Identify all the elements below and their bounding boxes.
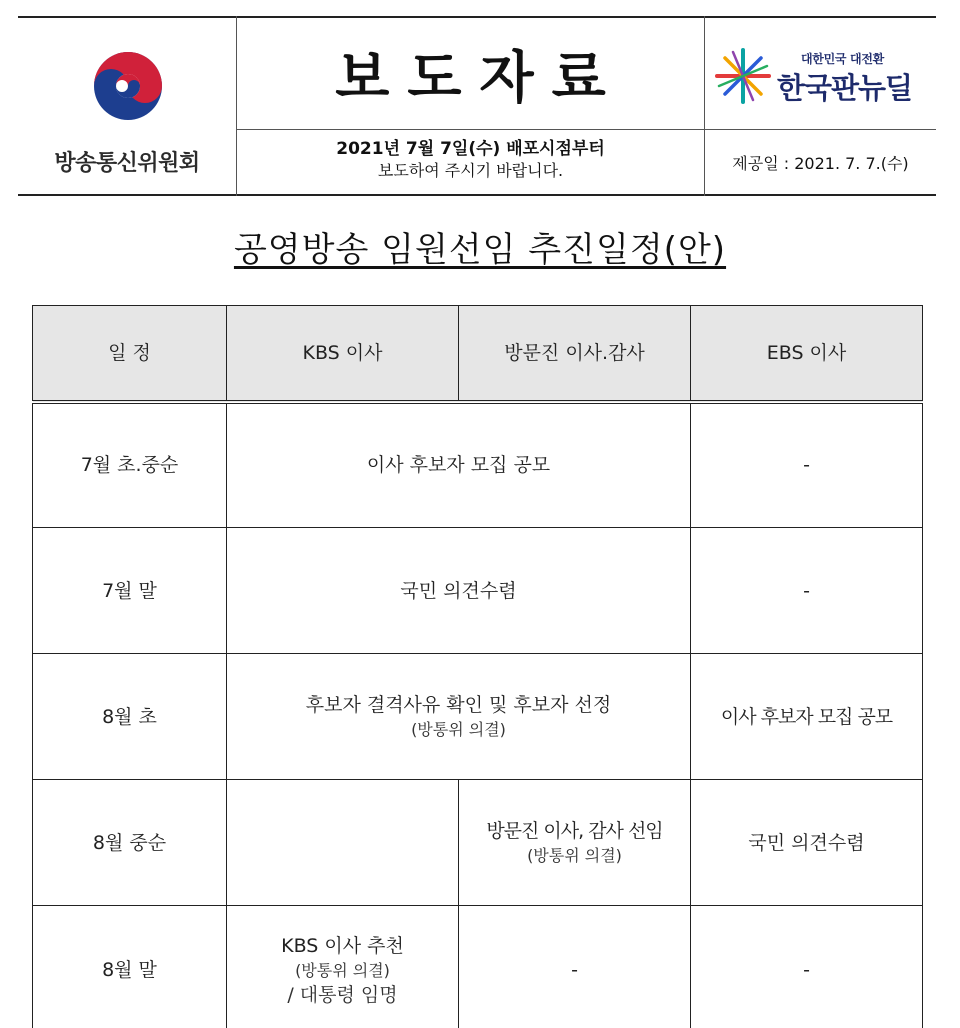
cell-schedule: 8월 초: [33, 654, 227, 780]
cell-sub-text-2: / 대통령 임명: [287, 983, 398, 1006]
cell-ebs: -: [691, 906, 923, 1028]
cell-sub-text: (방통위 의결): [295, 960, 390, 980]
provide-date: 제공일 : 2021. 7. 7.(수): [732, 153, 909, 173]
cell-sub-text: (방통위 의결): [527, 845, 622, 865]
header-mbc: 방문진 이사.감사: [459, 306, 691, 402]
cell-kbs: [227, 906, 459, 1028]
cell-ebs: 국민 의견수렴: [691, 780, 923, 906]
doc-type-cell: [237, 18, 704, 129]
embargo-line-2: 보도하여 주시기 바랍니다.: [377, 161, 564, 180]
starburst-logo-icon: [713, 46, 773, 106]
press-header: [18, 16, 936, 196]
header-bottom-rule: [18, 194, 936, 196]
brand-slogan: 대한민국 대전환: [801, 52, 884, 66]
brand-cell: [705, 18, 936, 129]
document-title: 공영방송 임원선임 추진일정(안): [233, 230, 727, 270]
header-schedule: 일 정: [33, 306, 227, 402]
cell-ebs: -: [691, 528, 923, 654]
cell-ebs: -: [691, 402, 923, 528]
cell-schedule: 7월 말: [33, 528, 227, 654]
cell-kbs-mbc: [227, 654, 691, 780]
embargo-line-1: 2021년 7월 7일(수) 배포시점부터: [336, 139, 605, 159]
cell-ebs: 이사 후보자 모집 공모: [691, 654, 923, 780]
cell-kbs: [227, 780, 459, 906]
header-kbs: KBS 이사: [227, 306, 459, 402]
brand-name: 한국판뉴딜: [777, 71, 913, 105]
cell-schedule: 7월 초.중순: [33, 402, 227, 528]
cell-kbs-mbc: 이사 후보자 모집 공모: [227, 402, 691, 528]
taegeuk-logo-icon: [90, 48, 166, 124]
header-ebs: EBS 이사: [691, 306, 923, 402]
org-name: 방송통신위원회: [54, 151, 200, 176]
cell-mbc: -: [459, 906, 691, 1028]
table-header-row: [33, 306, 923, 402]
table-row: [33, 402, 923, 528]
cell-kbs-mbc: 국민 의견수렴: [227, 528, 691, 654]
table-row: [33, 654, 923, 780]
cell-schedule: 8월 말: [33, 906, 227, 1028]
org-logo-cell: [18, 18, 236, 194]
table-row: [33, 528, 923, 654]
table-row: [33, 906, 923, 1028]
cell-schedule: 8월 중순: [33, 780, 227, 906]
cell-sub-text: (방통위 의결): [411, 719, 506, 739]
doc-type-title: 보도자료: [335, 45, 624, 111]
schedule-table: [32, 305, 923, 1028]
embargo-notice: [237, 130, 704, 194]
cell-mbc: [459, 780, 691, 906]
cell-main-text: KBS 이사 추천: [281, 934, 404, 957]
cell-main-text: 후보자 결격사유 확인 및 후보자 선정: [305, 693, 612, 716]
table-row: [33, 780, 923, 906]
cell-main-text: 방문진 이사, 감사 선임: [486, 819, 663, 842]
